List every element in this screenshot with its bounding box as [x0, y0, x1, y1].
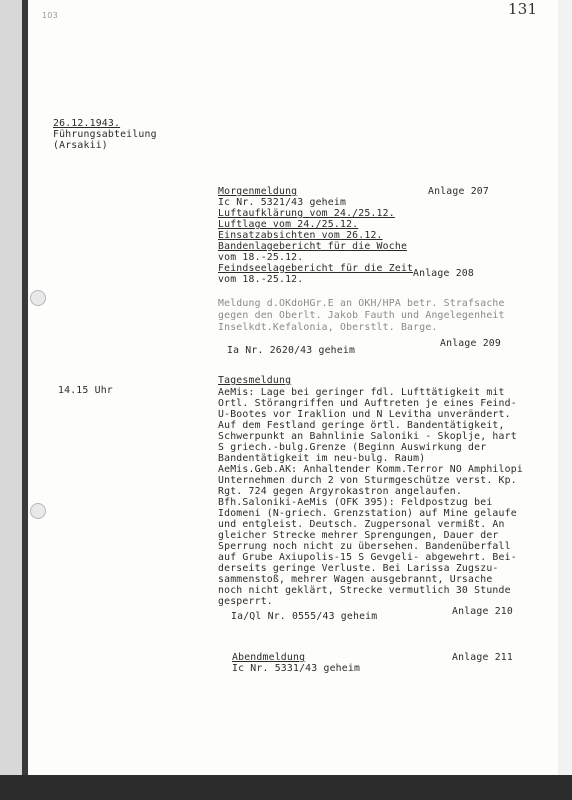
header-date: 26.12.1943. — [53, 118, 121, 129]
tagesmeldung-line: gleicher Strecke mehrer Sprengungen, Dauer der — [218, 530, 499, 541]
tagesmeldung-line: derseits geringe Verluste. Bei Larissa Zugszu- — [218, 563, 499, 574]
punch-hole-upper — [30, 290, 46, 306]
morgenmeldung-line: Bandenlagebericht für die Woche — [218, 241, 408, 252]
abendmeldung-ref: Ic Nr. 5331/43 geheim — [232, 663, 361, 674]
header-department: Führungsabteilung — [53, 129, 157, 140]
meldung-line: Inselkdt.Kefalonia, Oberstlt. Barge. — [218, 322, 438, 333]
morgenmeldung-line: Luftlage vom 24./25.12. — [218, 219, 359, 230]
tagesmeldung-line: gesperrt. — [218, 596, 273, 607]
tagesmeldung-line: U-Bootes vor Iraklion und N Levitha unverändert. — [218, 409, 511, 420]
tagesmeldung-line: auf Grube Axiupolis-15 S Gevgeli- abgewehrt. Bei- — [218, 552, 517, 563]
morgenmeldung-line: vom 18.-25.12. — [218, 274, 304, 285]
tagesmeldung-line: und entgleist. Deutsch. Zugpersonal vermißt. An — [218, 519, 505, 530]
header-location: (Arsakii) — [53, 140, 108, 151]
tagesmeldung-line: S griech.-bulg.Grenze (Beginn Auswirkung der — [218, 442, 487, 453]
tagesmeldung-line: AeMis.Geb.AK: Anhaltender Komm.Terror NO Amphilopi — [218, 464, 523, 475]
tagesmeldung-line: Schwerpunkt an Bahnlinie Saloniki - Skoplje, hart — [218, 431, 517, 442]
morgenmeldung-line: vom 18.-25.12. — [218, 252, 304, 263]
morgenmeldung-line: Luftaufklärung vom 24./25.12. — [218, 208, 395, 219]
tagesmeldung-line: Ortl. Störangriffen und Auftreten je eines Feind- — [218, 398, 517, 409]
scan-left-band — [0, 0, 22, 800]
tagesmeldung-line: Idomeni (N-griech. Grenzstation) auf Mine gelaufe — [218, 508, 517, 519]
abendmeldung-title: Abendmeldung — [232, 652, 306, 663]
tagesmeldung-ref: Ia/Ql Nr. 0555/43 geheim — [231, 611, 378, 622]
tagesmeldung-anlage: Anlage 210 — [452, 606, 513, 617]
page-number: 131 — [508, 0, 538, 18]
scan-right-margin — [558, 0, 572, 800]
morgenmeldung-line: Feindseelagebericht für die Zeit — [218, 263, 414, 274]
tagesmeldung-line: Sperrung noch nicht zu übersehen. Bandenüberfall — [218, 541, 511, 552]
tagesmeldung-line: Auf dem Festland geringe örtl. Bandentätigkeit, — [218, 420, 505, 431]
meldung-line: gegen den Oberlt. Jakob Fauth und Angelegenheit — [218, 310, 505, 321]
meldung-line: Meldung d.OKdoHGr.E an OKH/HPA betr. Strafsache — [218, 298, 505, 309]
meldung-ref: Ia Nr. 2620/43 geheim — [227, 345, 356, 356]
tagesmeldung-time: 14.15 Uhr — [58, 385, 113, 396]
morgenmeldung-ref: Ic Nr. 5321/43 geheim — [218, 197, 347, 208]
morgenmeldung-title: Morgenmeldung — [218, 186, 298, 197]
punch-hole-lower — [30, 503, 46, 519]
tagesmeldung-line: AeMis: Lage bei geringer fdl. Lufttätigkeit mit — [218, 387, 505, 398]
tagesmeldung-line: Bfh.Saloniki-AeMis (OFK 395): Feldpostzug bei — [218, 497, 493, 508]
tagesmeldung-title: Tagesmeldung — [218, 375, 292, 386]
tagesmeldung-line: Unternehmen durch 2 von Sturmgeschütze verst. Kp. — [218, 475, 517, 486]
tagesmeldung-line: Bandentätigkeit im neu-bulg. Raum) — [218, 453, 426, 464]
abendmeldung-anlage: Anlage 211 — [452, 652, 513, 663]
meldung-anlage: Anlage 209 — [440, 338, 501, 349]
morgenmeldung-line: Einsatzabsichten vom 26.12. — [218, 230, 383, 241]
tagesmeldung-line: noch nicht geklärt, Strecke vermutlich 30 Stunde — [218, 585, 511, 596]
morgenmeldung-anlage-2: Anlage 208 — [413, 268, 474, 279]
morgenmeldung-anlage: Anlage 207 — [428, 186, 489, 197]
corner-mark: 103 — [42, 11, 58, 20]
tagesmeldung-line: Rgt. 724 gegen Argyrokastron angelaufen. — [218, 486, 462, 497]
scan-bottom-edge — [0, 775, 572, 800]
tagesmeldung-line: sammenstoß, mehrer Wagen ausgebrannt, Ursache — [218, 574, 493, 585]
